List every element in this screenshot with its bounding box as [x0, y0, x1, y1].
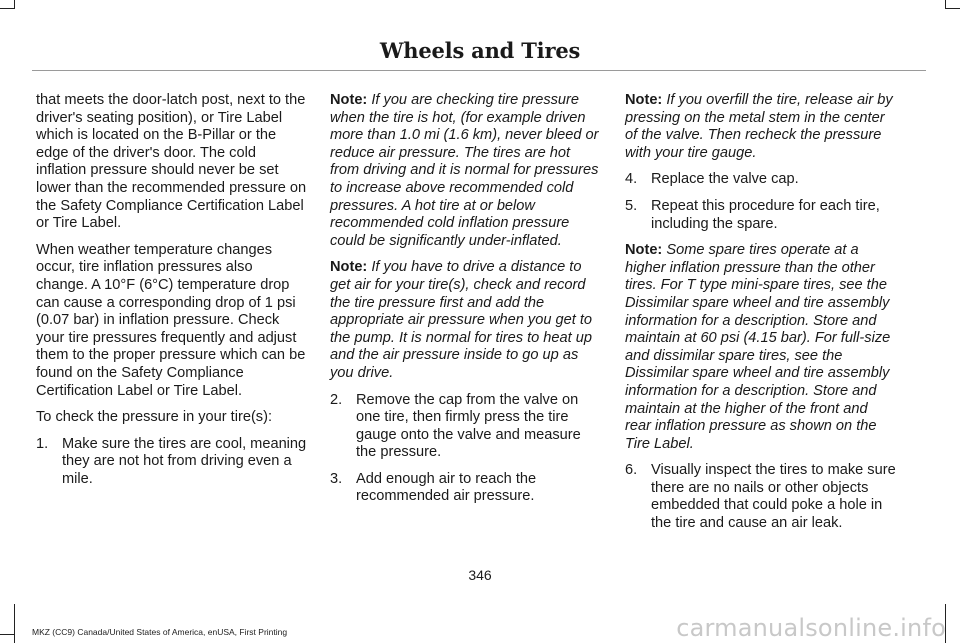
crop-mark: [14, 604, 15, 643]
list-item: [625, 462, 897, 532]
note: [330, 92, 602, 250]
note-label: Note:: [625, 242, 663, 259]
column-middle: [330, 92, 602, 515]
list-item: [625, 198, 897, 233]
step-text: Replace the valve cap.: [651, 171, 799, 188]
note: [625, 92, 897, 162]
paragraph: To check the pressure in your tire(s):: [36, 409, 273, 426]
crop-mark: [14, 0, 15, 9]
page-number: 346: [468, 567, 492, 583]
header-divider: [32, 70, 926, 71]
note: [330, 259, 602, 382]
watermark: carmanualsonline.info: [676, 614, 946, 642]
list-item: [330, 471, 602, 506]
crop-mark: [0, 8, 14, 9]
column-right: [625, 92, 897, 542]
column-left: [36, 92, 308, 497]
step-text: Visually inspect the tires to make sure there are no nails or other objects embedded that could poke a hole in the tire and cause an air leak.: [651, 462, 896, 532]
crop-mark: [0, 634, 14, 635]
footer-text: MKZ (CC9) Canada/United States of America, enUSA, First Printing: [32, 627, 288, 637]
list-item: [330, 392, 602, 462]
list-item: [625, 171, 897, 189]
step-number: 4.: [625, 171, 638, 188]
step-text: Make sure the tires are cool, meaning they are not hot from driving even a mile.: [62, 435, 307, 487]
step-number: 3.: [330, 470, 343, 487]
page-title: Wheels and Tires: [379, 38, 581, 63]
step-number: 6.: [625, 462, 638, 479]
note-label: Note:: [330, 259, 368, 276]
note-text: If you are checking tire pressure when the tire is hot, (for example driven more than 1.0 mi (1.6 km), never bleed or reduce air pressure. The tires are hot from driving and it is normal for pressures to increase above recommended cold pressures. A hot tire at or below recommended cold inflation pressure could be significantly under-inflated.: [330, 92, 599, 249]
paragraph: When weather temperature changes occur, tire inflation pressures also change. A 10°F (6°C) temperature drop can cause a corresponding drop of 1 psi (0.07 bar) in inflation pressure. Check your tire pressures frequently and adjust them to the proper pressure which can be found on the Safety Compliance Certification Label or Tire Label.: [36, 241, 306, 399]
step-text: Repeat this procedure for each tire, including the spare.: [651, 197, 880, 232]
step-text: Remove the cap from the valve on one tire, then firmly press the tire gauge onto the valve and measure the pressure.: [356, 391, 581, 461]
crop-mark: [945, 0, 946, 9]
step-number: 2.: [330, 391, 343, 408]
step-number: 1.: [36, 435, 49, 452]
note-text: Some spare tires operate at a higher inflation pressure than the other tires. For T type mini-spare tires, see the Dissimilar spare wheel and tire assembly information for a description. Store and maintain at 60 psi (4.15 bar). For full-size and dissimilar spare tires, see the Dissimilar spare wheel and tire assembly information for a description. Store and maintain at the higher of the front and rear inflation pressure as shown on the Tire Label.: [625, 242, 891, 452]
step-text: Add enough air to reach the recommended air pressure.: [356, 470, 537, 505]
list-item: [36, 436, 308, 489]
note-label: Note:: [625, 92, 663, 108]
crop-mark: [946, 8, 960, 9]
paragraph: that meets the door-latch post, next to the driver's seating position), or Tire Label which is located on the B-Pillar or the edge of the driver's door. The cold inflation pressure should never be set lower than the recommended pressure on the Safety Compliance Certification Label or Tire Label.: [36, 92, 307, 232]
note: [625, 242, 897, 453]
note-text: If you overfill the tire, release air by pressing on the metal stem in the center of the valve. Then recheck the pressure with your tire gauge.: [625, 92, 893, 161]
note-text: If you have to drive a distance to get air for your tire(s), check and record the tire pressure first and add the appropriate air pressure when you get to the pump. It is normal for tires to heat up and the air pressure inside to go up as you drive.: [330, 259, 593, 381]
step-number: 5.: [625, 197, 638, 214]
note-label: Note:: [330, 92, 368, 108]
